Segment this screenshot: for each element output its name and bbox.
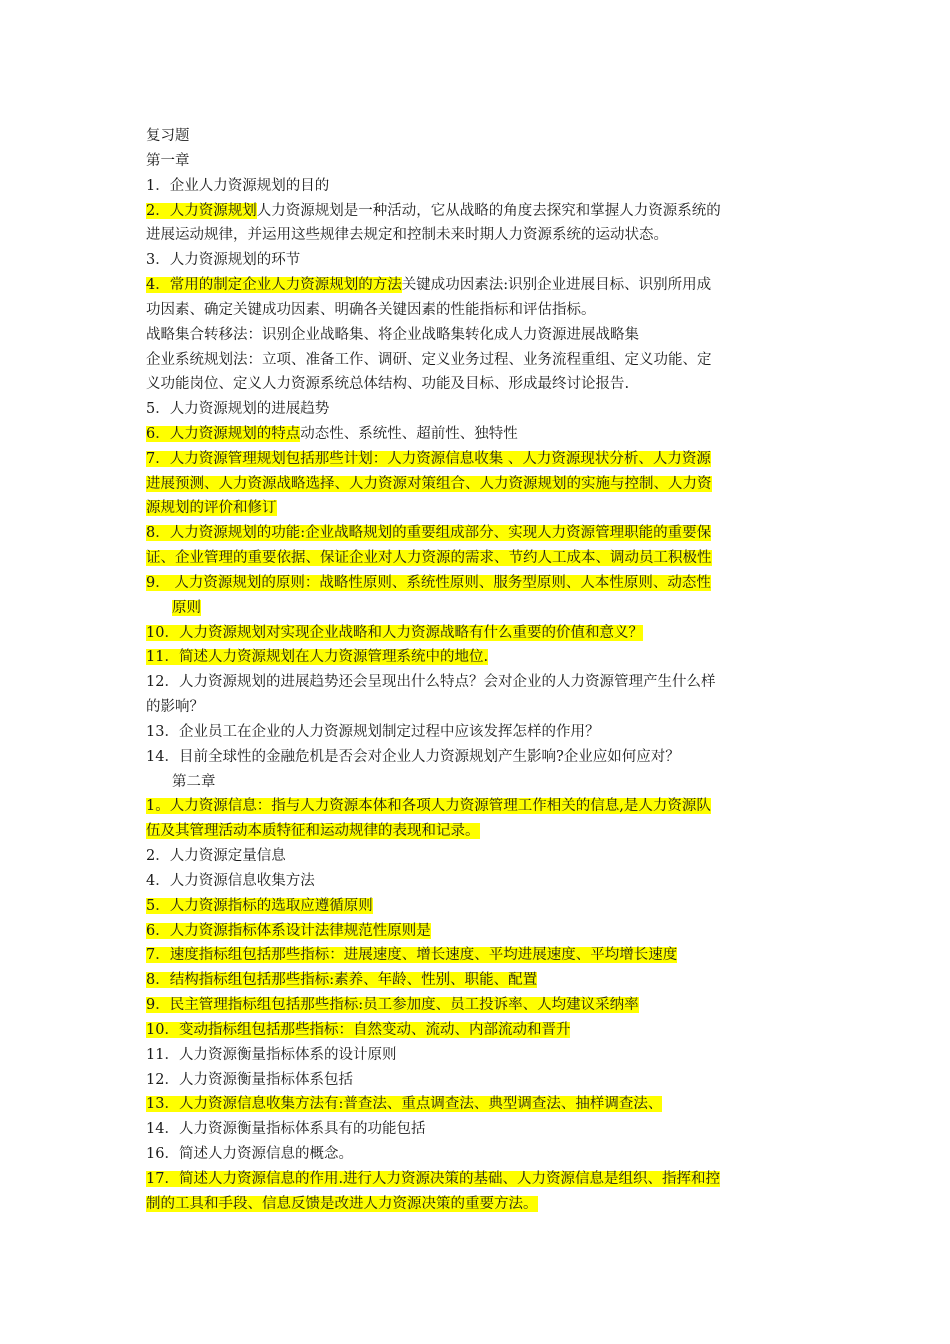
- text-line: [146, 695, 204, 720]
- text-segment: 3．人力资源规划的环节: [146, 252, 301, 269]
- text-line: [146, 869, 315, 894]
- text-segment: 5．人力资源规划的进展趋势: [146, 401, 330, 418]
- highlighted-text: 8．人力资源规划的功能:企业战略规划的重要组成部分、实现人力资源管理职能的重要保: [146, 525, 712, 542]
- text-segment: 人力资源规划是一种活动，它从战略的角度去探究和掌握人力资源系统的: [256, 202, 721, 219]
- text-segment: 关键成功因素法:识别企业进展目标、识别所用成: [401, 277, 712, 293]
- text-line: [146, 571, 711, 596]
- text-line: [146, 149, 190, 174]
- text-line: [146, 372, 629, 397]
- text-line: [172, 770, 216, 795]
- text-line: [172, 596, 201, 621]
- highlighted-text: 6．人力资源指标体系设计法律规范性原则是: [146, 922, 431, 939]
- text-segment: 11．人力资源衡量指标体系的设计原则: [146, 1046, 397, 1063]
- text-line: [146, 447, 711, 472]
- text-line: [146, 273, 711, 298]
- text-line: [146, 1142, 353, 1167]
- highlighted-text: 7．人力资源管理规划包括那些计划：人力资源信息收集 、人力资源现状分析、人力资源: [146, 450, 711, 467]
- highlighted-text: 11．简述人力资源规划在人力资源管理系统中的地位.: [146, 649, 489, 666]
- highlighted-text: 9． 人力资源规划的原则：战略性原则、系统性原则、服务型原则、人本性原则、动态性: [146, 574, 711, 591]
- highlighted-text: 13．人力资源信息收集方法有:普查法、重点调查法、典型调查法、抽样调查法、: [146, 1096, 663, 1113]
- text-line: [146, 1018, 570, 1043]
- text-segment: 功因素、确定关键成功因素、明确各关键因素的性能指标和评估指标。: [146, 301, 596, 318]
- highlighted-text: 2．人力资源规划: [146, 202, 257, 219]
- text-segment: 12．人力资源规划的进展趋势还会呈现出什么特点？会对企业的人力资源管理产生什么样: [146, 674, 716, 691]
- text-line: [146, 993, 639, 1018]
- text-segment: 义功能岗位、定义人力资源系统总体结构、功能及目标、形成最终讨论报告.: [146, 376, 630, 393]
- highlighted-text: 9．民主管理指标组包括那些指标:员工参加度、员工投诉率、人均建议采纳率: [146, 997, 639, 1013]
- text-line: [146, 621, 643, 646]
- highlighted-text: 7．速度指标组包括那些指标：进展速度、增长速度、平均进展速度、平均增长速度: [146, 947, 678, 964]
- text-line: [146, 968, 537, 993]
- text-segment: 第二章: [172, 773, 216, 790]
- highlighted-text: 10．变动指标组包括那些指标：自然变动、流动、内部流动和晋升: [146, 1021, 571, 1038]
- highlighted-text: 4．常用的制定企业人力资源规划的方法: [146, 277, 402, 293]
- text-line: [146, 1167, 720, 1192]
- highlighted-text: 证、企业管理的重要依据、保证企业对人力资源的需求、节约人工成本、调动员工积极性: [146, 550, 712, 567]
- text-line: [146, 1192, 538, 1217]
- text-line: [146, 844, 286, 869]
- text-line: [146, 323, 639, 348]
- highlighted-text: 10．人力资源规划对实现企业战略和人力资源战略有什么重要的价值和意义？: [146, 624, 643, 641]
- text-line: [146, 645, 488, 670]
- text-line: [146, 422, 518, 447]
- highlighted-text: 6．人力资源规划的特点: [146, 426, 301, 442]
- text-segment: 13．企业员工在企业的人力资源规划制定过程中应该发挥怎样的作用？: [146, 723, 600, 740]
- text-line: [146, 1043, 396, 1068]
- text-line: [146, 1117, 425, 1142]
- text-line: [146, 919, 431, 944]
- text-line: [146, 745, 680, 770]
- highlighted-text: 8．结构指标组包括那些指标:素养、年龄、性别、职能、配置: [146, 972, 538, 989]
- text-line: [146, 199, 721, 224]
- text-segment: 2．人力资源定量信息: [146, 848, 286, 865]
- text-segment: 进展运动规律，并运用这些规律去规定和控制未来时期人力资源系统的运动状态。: [146, 227, 668, 244]
- highlighted-text: 进展预测、人力资源战略选择、人力资源对策组合、人力资源规划的实施与控制、人力资: [146, 475, 712, 492]
- text-line: [146, 546, 712, 571]
- text-line: [146, 496, 277, 521]
- text-line: [146, 1092, 662, 1117]
- text-line: [146, 720, 599, 745]
- highlighted-text: 伍及其管理活动本质特征和运动规律的表现和记录。: [146, 823, 480, 840]
- text-line: [146, 670, 715, 695]
- document-title: 复习题: [146, 128, 190, 144]
- text-line: [146, 521, 711, 546]
- text-line: [146, 943, 677, 968]
- text-line: [146, 794, 711, 819]
- text-segment: 4．人力资源信息收集方法: [146, 872, 315, 889]
- text-line: [146, 819, 480, 844]
- text-line: [146, 348, 712, 373]
- text-segment: 第一章: [146, 152, 190, 169]
- highlighted-text: 制的工具和手段、信息反馈是改进人力资源决策的重要方法。: [146, 1195, 538, 1212]
- text-line: [146, 472, 712, 497]
- text-segment: 1．企业人力资源规划的目的: [146, 177, 330, 194]
- text-segment: 动态性、系统性、超前性、独特性: [300, 426, 518, 442]
- text-line: [146, 397, 329, 422]
- text-segment: 12．人力资源衡量指标体系包括: [146, 1071, 353, 1088]
- highlighted-text: 1。人力资源信息：指与人力资源本体和各项人力资源管理工作相关的信息,是人力资源队: [146, 798, 711, 815]
- text-segment: 企业系统规划法：立项、准备工作、调研、定义业务过程、业务流程重组、定义功能、定: [146, 351, 712, 368]
- highlighted-text: 17．简述人力资源信息的作用.进行人力资源决策的基础、人力资源信息是组织、指挥和控: [146, 1170, 721, 1187]
- text-segment: 14．人力资源衡量指标体系具有的功能包括: [146, 1121, 426, 1138]
- text-line: [146, 1068, 353, 1093]
- text-line: [146, 174, 329, 199]
- text-line: [146, 223, 668, 248]
- text-segment: 战略集合转移法：识别企业战略集、将企业战略集转化成人力资源进展战略集: [146, 326, 639, 343]
- text-segment: 16．简述人力资源信息的概念。: [146, 1146, 353, 1162]
- text-segment: 14．目前全球性的金融危机是否会对企业人力资源规划产生影响?企业应如何应对？: [146, 748, 680, 765]
- text-line: [146, 248, 300, 273]
- highlighted-text: 5．人力资源指标的选取应遵循原则: [146, 897, 373, 914]
- text-line: [146, 298, 596, 323]
- text-line: [146, 894, 373, 919]
- highlighted-text: 原则: [172, 599, 201, 616]
- highlighted-text: 源规划的评价和修订: [146, 500, 277, 517]
- text-segment: 的影响？: [146, 699, 204, 716]
